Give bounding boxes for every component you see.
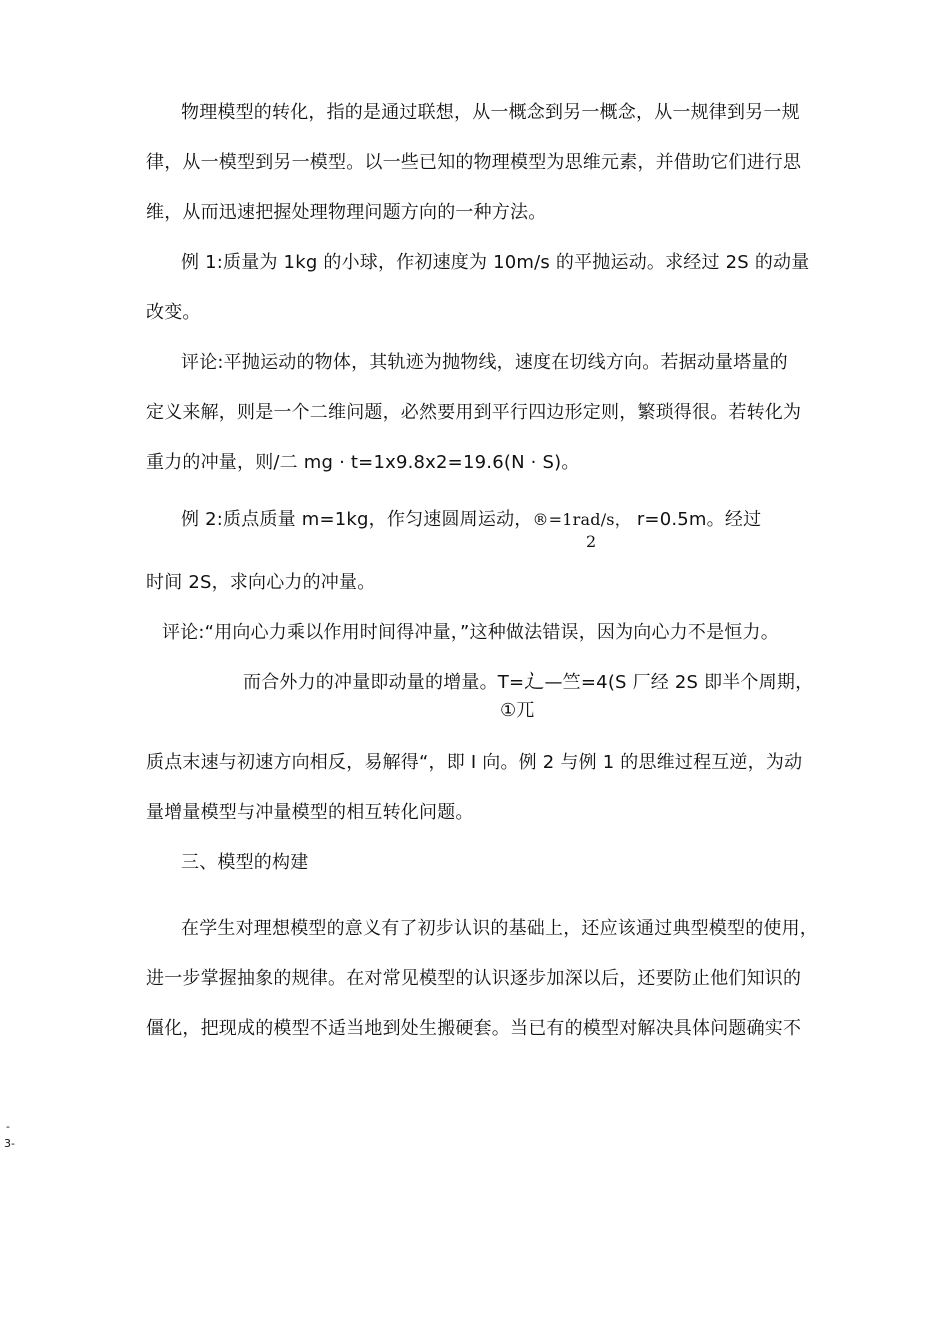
text-line: 维，从而迅速把握处理物理问题方向的一种方法。 — [146, 202, 547, 223]
fraction-denominator: 2 — [586, 532, 597, 551]
text-line: 在学生对理想模型的意义有了初步认识的基础上，还应该通过典型模型的使用， — [181, 918, 818, 939]
text-line: 评论:“用向心力乘以作用时间得冲量，”这种做法错误，因为向心力不是恒力。 — [162, 622, 779, 643]
text-line: 量增量模型与冲量模型的相互转化问题。 — [146, 802, 474, 823]
text-line: 时间 2S，求向心力的冲量。 — [146, 572, 376, 593]
text-line: 重力的冲量，则/二 mg · t=1x9.8x2=19.6(N · S)。 — [146, 452, 580, 473]
text-line: 进一步掌握抽象的规律。在对常见模型的认识逐步加深以后，还要防止他们知识的 — [146, 968, 802, 989]
formula-glyph: 辶 — [524, 669, 545, 693]
text-line — [181, 508, 761, 532]
footer-dash: - — [6, 1120, 10, 1133]
formula-denominator: ①兀 — [500, 700, 535, 721]
text-line: 例 1:质量为 1kg 的小球，作初速度为 10m/s 的平抛运动。求经过 2S 的动量 — [181, 252, 810, 273]
example-2-text: 例 2:质点质量 m=1kg，作匀速圆周运动， — [181, 509, 533, 530]
text-line: 改变。 — [146, 302, 201, 323]
omega-value: ®=1rad/s， — [532, 510, 631, 529]
formula-text: 而合外力的冲量即动量的增量。T= — [243, 672, 525, 693]
formula-text-tail: —竺=4(S 厂经 2S 即半个周期， — [544, 672, 814, 693]
text-line: 定义来解，则是一个二维问题，必然要用到平行四边形定则，繁琐得很。若转化为 — [146, 402, 802, 423]
page-number: 3- — [4, 1137, 15, 1150]
section-heading: 三、模型的构建 — [181, 852, 309, 873]
text-line: 质点末速与初速方向相反，易解得“，即 I 向。例 2 与例 1 的思维过程互逆，为动 — [146, 752, 803, 773]
text-line: 僵化，把现成的模型不适当地到处生搬硬套。当已有的模型对解决具体问题确实不 — [146, 1018, 802, 1039]
radius-value: r=0.5m。经过 — [636, 509, 762, 530]
text-line: 评论:平抛运动的物体，其轨迹为抛物线，速度在切线方向。若据动量塔量的 — [181, 352, 788, 373]
formula-line — [243, 669, 813, 695]
text-line: 律，从一模型到另一模型。以一些已知的物理模型为思维元素，并借助它们进行思 — [146, 152, 802, 173]
text-line: 物理模型的转化，指的是通过联想，从一概念到另一概念，从一规律到另一规 — [181, 102, 800, 123]
